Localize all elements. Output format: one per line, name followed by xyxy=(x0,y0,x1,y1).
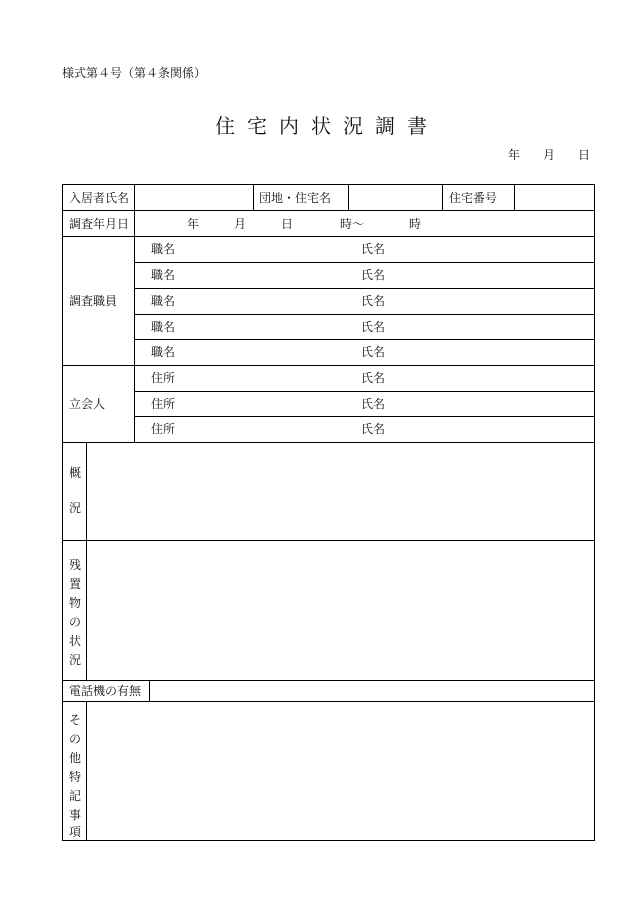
rule xyxy=(134,416,594,417)
form-number: 様式第４号（第４条関係） xyxy=(62,66,207,80)
rule xyxy=(134,185,135,442)
leftovers-label-char: 置 xyxy=(68,577,81,591)
witness-address-label: 住所 xyxy=(151,397,176,411)
rule xyxy=(63,540,594,541)
rule xyxy=(63,680,594,681)
rule xyxy=(134,314,594,315)
other-notes-label-char: の xyxy=(68,732,81,746)
staff-name-label: 氏名 xyxy=(361,268,386,282)
rule xyxy=(253,185,254,210)
leftovers-label-char: の xyxy=(68,615,81,629)
rule xyxy=(134,339,594,340)
witness-name-label: 氏名 xyxy=(361,422,386,436)
phone-presence-label: 電話機の有無 xyxy=(69,684,142,698)
staff-name-label: 氏名 xyxy=(361,320,386,334)
resident-name-label: 入居者氏名 xyxy=(69,191,130,205)
witness-label: 立会人 xyxy=(69,397,106,411)
rule xyxy=(134,391,594,392)
survey-form-table xyxy=(62,184,595,841)
rule xyxy=(348,185,349,210)
leftovers-label-char: 物 xyxy=(68,596,81,610)
survey-year-label: 年 xyxy=(187,217,200,231)
rule xyxy=(442,185,443,210)
date-month-label: 月 xyxy=(543,148,556,162)
staff-name-label: 氏名 xyxy=(361,242,386,256)
overview-label-char: 概 xyxy=(68,466,81,480)
staff-position-label: 職名 xyxy=(151,268,176,282)
staff-name-label: 氏名 xyxy=(361,345,386,359)
rule xyxy=(134,262,594,263)
rule xyxy=(63,442,594,443)
other-notes-label-char: 記 xyxy=(68,789,81,803)
other-notes-label-char: 特 xyxy=(68,770,81,784)
other-notes-label-char: 事 xyxy=(68,808,81,822)
staff-label: 調査職員 xyxy=(69,294,118,308)
rule xyxy=(63,365,594,366)
rule xyxy=(63,236,594,237)
staff-position-label: 職名 xyxy=(151,242,176,256)
document-title: 住宅内状況調書 xyxy=(215,114,439,138)
complex-name-label: 団地・住宅名 xyxy=(259,191,332,205)
rule xyxy=(86,701,87,840)
staff-position-label: 職名 xyxy=(151,294,176,308)
staff-position-label: 職名 xyxy=(151,320,176,334)
staff-position-label: 職名 xyxy=(151,345,176,359)
survey-end-time-label: 時 xyxy=(409,217,422,231)
other-notes-label-char: そ xyxy=(68,713,81,727)
leftovers-label-char: 状 xyxy=(68,634,81,648)
leftovers-label-char: 残 xyxy=(68,558,81,572)
witness-address-label: 住所 xyxy=(151,371,176,385)
survey-start-time-label: 時～ xyxy=(340,217,365,231)
rule xyxy=(63,701,594,702)
leftovers-label-char: 況 xyxy=(68,653,81,667)
house-number-label: 住宅番号 xyxy=(449,191,498,205)
overview-label-char: 況 xyxy=(68,501,81,515)
rule xyxy=(514,185,515,210)
date-year-label: 年 xyxy=(508,148,521,162)
rule xyxy=(134,288,594,289)
witness-name-label: 氏名 xyxy=(361,371,386,385)
other-notes-label-char: 項 xyxy=(68,825,81,839)
rule xyxy=(149,680,150,701)
survey-month-label: 月 xyxy=(234,217,247,231)
witness-name-label: 氏名 xyxy=(361,397,386,411)
date-day-label: 日 xyxy=(578,148,591,162)
survey-day-label: 日 xyxy=(281,217,294,231)
rule xyxy=(86,442,87,680)
staff-name-label: 氏名 xyxy=(361,294,386,308)
other-notes-label-char: 他 xyxy=(68,751,81,765)
rule xyxy=(63,210,594,211)
survey-date-label: 調査年月日 xyxy=(69,217,130,231)
witness-address-label: 住所 xyxy=(151,422,176,436)
